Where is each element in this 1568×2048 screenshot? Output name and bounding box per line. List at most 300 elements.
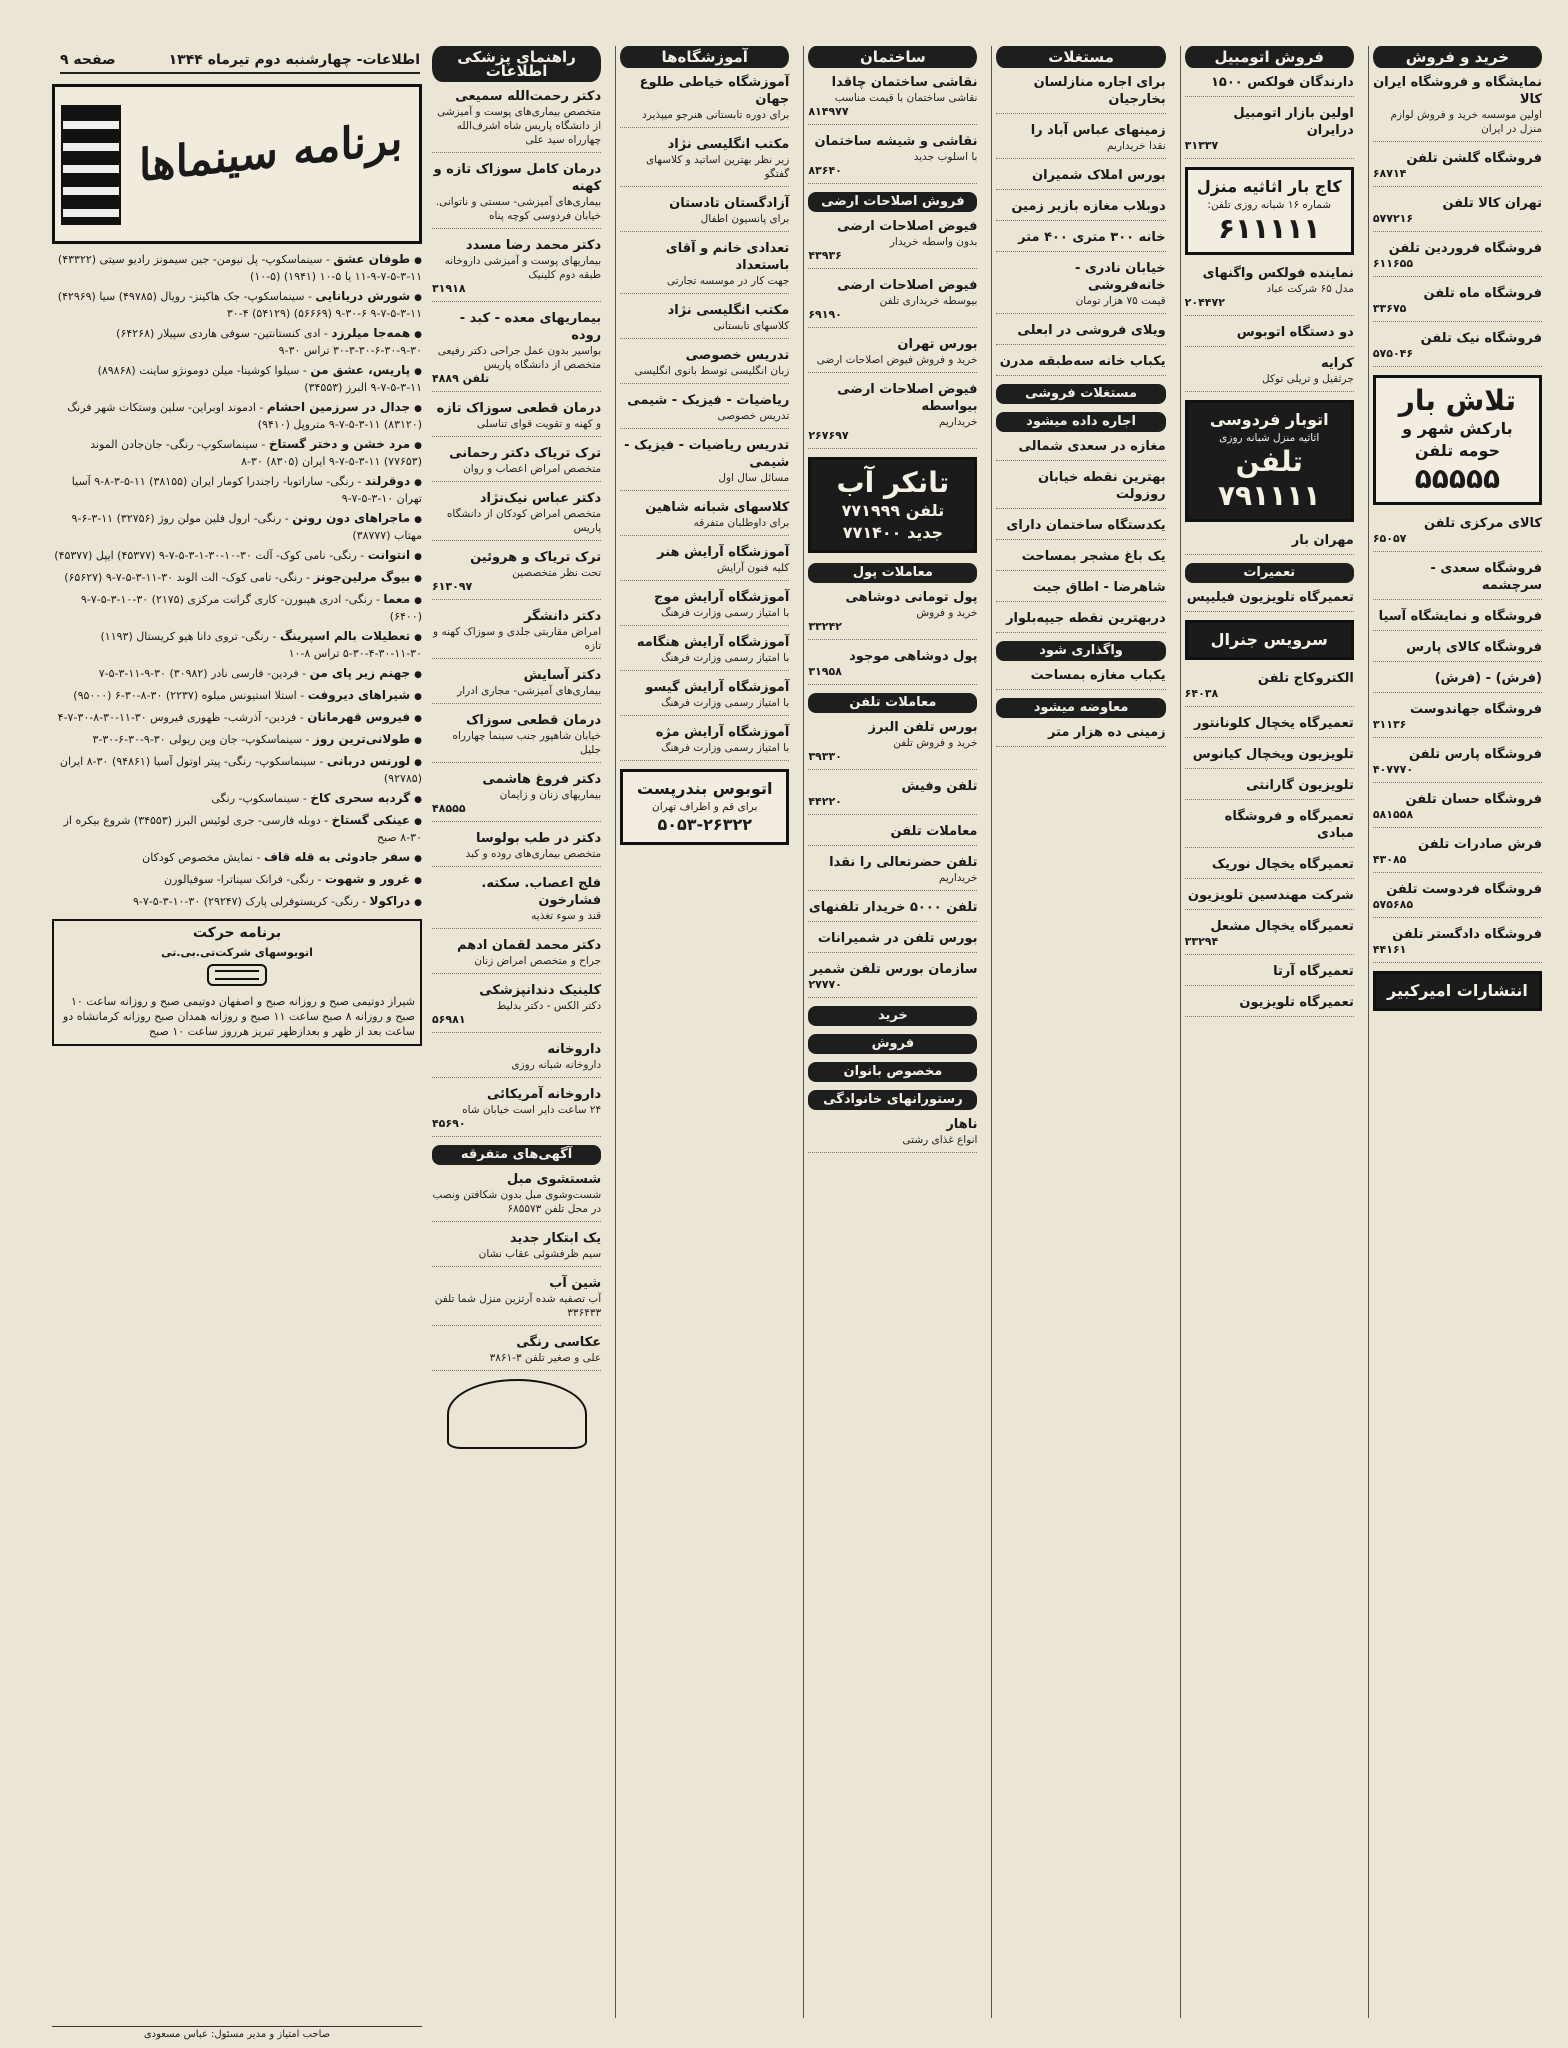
movie-item: ● عینکی گستاخ - دوبله فارسی- جری لوئیس البرز (۳۴۵۵۳) شروع بیکره از ۳۰-۸ صبح [52,813,422,845]
ad-title: تعمیرگاه یخچال نوریک [1211,857,1354,872]
ad-title: یکباب خانه سه‌طبقه مدرن [999,354,1166,369]
ad-title: ناهار [946,1117,978,1132]
ad-phone: ۶۱۱۶۵۵ [1372,257,1414,270]
ad-title: یک ابتکار جدید [510,1231,602,1246]
ad-body: خریداریم [938,872,978,884]
ad-body: بیماری‌های آمیزشی- مجاری ادرار [457,685,602,697]
classified-ad [432,937,601,974]
movie-title: ● شورش دریانایی [315,289,422,303]
ad-title: فیوض اصلاحات ارضی [837,219,978,234]
ad-phone: ۶۴۰۳۸ [1184,687,1219,700]
movie-item: ● فیروس قهرمانان - فردین- آذرشب- ظهوری فیروس ۳۰-۱۱-۳۰-۸-۳۰-۷-۴ [52,710,422,727]
classified-ad [808,74,977,125]
ad-title: زمینهای عباس آباد را [1030,123,1166,138]
ad-title: شرکت مهندسین تلویزیون [1187,888,1354,903]
movie-item: ● معما - رنگی- ادری هپبورن- کاری گرانت مرکزی (۲۱۷۵) ۳۰-۱۰-۳-۵-۷-۹ (۶۴۰۰) [52,592,422,624]
ad-body: بیوسطه خریداری تلفن [879,295,978,307]
boxed-ad-line3: تلفن ۷۹۱۱۱۱ [1217,445,1321,512]
classified-ad [996,167,1165,190]
ad-body: قند و سوء تغذیه [531,910,602,922]
ad-phone: ۳۳۲۴۲ [808,620,842,633]
ad-body: خیابان شاهپور جنب سینما چهارراه جلیل [452,730,602,756]
classified-ad [1373,330,1542,367]
ad-title: درمان قطعی سوزاک تازه [436,401,602,416]
classified-ad [1373,150,1542,187]
classified-ad [996,667,1165,690]
boxed-ad-line1: سرویس جنرال [1210,630,1328,649]
ad-phone: ۳۳۶۷۵ [1372,302,1407,315]
movie-list [52,252,422,911]
ad-title: بورس تهران [897,337,978,352]
ad-title: نمایشگاه و فروشگاه ایران کالا [1373,75,1542,107]
page-footer: صاحب امتیاز و مدیر مسئول: عباس مسعودی [52,2026,422,2040]
ad-title: ترک تریاک دکتر رحمانی [449,446,602,461]
column-building [803,46,981,2018]
ad-title: نقاشی ساختمان چاقدا [831,75,978,90]
movie-title: ● غرور و شهوت [325,872,422,886]
column-head-buysell: خرید و فروش [1373,46,1542,68]
ad-title: تدریس خصوصی [685,348,790,363]
ad-phone: ۵۷۵۶۸۵ [1372,898,1414,911]
boxed-ad-general-service [1185,620,1354,660]
ad-list [808,589,977,685]
classified-ad [1373,836,1542,873]
ad-body: متخصص بیماری‌های پوست و آمیزشی از دانشگاه پاریس شاه اشرف‌الله چهارراه سید علی [437,106,602,146]
section-tag-transfer: واگذاری شود [996,641,1165,661]
boxed-ad-line2: شماره ۱۶ شبانه روزی تلفن: [1207,199,1332,211]
ad-title: فروشگاه جهاندوست [1410,702,1542,717]
ad-body: با اسلوب جدید [913,151,978,163]
classified-ad [432,400,601,437]
ad-body: کلاسهای تابستانی [713,320,790,332]
ad-body: متخصص بیماری‌های روده و کبد [465,848,602,860]
ad-phone: ۸۱۴۹۷۷ [808,105,849,118]
section-tag-repairs: تعمیرات [1185,563,1354,583]
movie-info: دوبله فارسی- جری لوئیس البرز (۳۴۵۵۳) شروع بیکره از ۳۰-۸ صبح [63,814,422,844]
movie-title: ● همه‌جا میلرزد [331,326,422,340]
ad-body: اولین موسسه خرید و فروش لوازم منزل در ایران [1390,109,1542,135]
ad-title: فرش صادرات تلفن [1418,837,1542,852]
classified-ad [996,724,1165,747]
ad-body: خرید و فروش فیوض اصلاحات ارضی [816,354,978,366]
ad-title: دارندگان فولکس ۱۵۰۰ [1211,75,1354,90]
movie-title: ● گردبه سحری کاخ [310,791,422,805]
movie-item: ● لورنس دربانی - سینماسکوپ- رنگی- پیتر اوتول آسیا (۹۴۸۶۱) ۳۰-۸ ایران (۹۲۷۸۵) [52,754,422,786]
ad-body: زیر نظر بهترین اساتید و کلاسهای گفتگو [645,154,790,180]
boxed-ad-line1: تانکر آب [836,466,950,499]
ad-body: و کهنه و تقویت قوای تناسلی [476,418,602,430]
classified-ad [1185,963,1354,986]
classified-ad [996,74,1165,114]
ad-body: تدریس خصوصی [717,410,790,422]
ad-phone: ۵۸۱۵۵۸ [1372,808,1414,821]
ad-title: دکتر دانشگر [524,609,602,624]
classified-ad [1185,887,1354,910]
classified-ad [1185,324,1354,347]
ad-phone: ۴۴۲۲۰ [808,795,842,808]
boxed-ad-kaj-bar [1185,167,1354,255]
ad-title: بهترین نقطه خیابان روزولت [1037,470,1166,502]
movie-title: ● انتوانت [368,548,422,562]
movie-info: سینماسکوپ- رنگی- پیتر اوتول آسیا (۹۴۸۶۱) ۳۰-۸ ایران (۹۲۷۸۵) [59,755,422,785]
ad-title: دکتر رحمت‌الله سمیعی [455,89,602,104]
classified-ad [1373,746,1542,783]
movie-info: نمایش مخصوص کودکان [142,851,254,864]
classified-ad [620,74,789,128]
ad-list [1185,589,1354,612]
masthead-page: صفحه ۹ [60,52,116,68]
ad-phone: ۲۰۴۴۷۲ [1184,296,1225,309]
movie-item: ● شیراهای دیروفت - استلا استیونس میلوه (۲۲۳۷) ۳۰-۸-۳۰-۶ (۹۵۰۰۰) [52,688,422,705]
boxed-ad-line1: انتشارات امیرکبیر [1386,981,1528,1000]
ad-body: بیماریهای زنان و زایمان [499,789,602,801]
movie-item: ● بیوگ مرلین‌جونز - رنگی- تامی کوک- الت الوند ۳۰-۱۱-۳-۵-۷-۹ (۶۵۶۲۷) [52,570,422,587]
ad-title: تعمیرگاه آرتا [1273,964,1354,979]
ad-list [1185,670,1354,1017]
boxed-ad-water-tanker [808,457,977,553]
ad-title: دکتر محمد لقمان ادهم [457,938,602,953]
ad-title: دکتر آسایش [523,668,602,683]
ad-body: جرثقیل و تریلی توکل [1261,373,1354,385]
ad-body: ۲۴ ساعت دایر است خیابان شاه [462,1104,602,1116]
column-head-cars: فروش اتومبیل [1185,46,1354,68]
movie-title: ● شیراهای دیروفت [308,688,422,702]
movie-title: ● عینکی گستاخ [332,813,422,827]
classified-columns [428,46,1546,2018]
ad-title: برای اجاره منازلسان بخارجیان [1033,75,1166,107]
ad-body: سیم ظرفشوئی عقاب نشان [478,1248,602,1260]
ad-title: فروشگاه فروردین تلفن [1388,241,1542,256]
ad-title: تهران کالا تلفن [1442,196,1542,211]
classified-ad [620,392,789,429]
masthead-newspaper: اطلاعات- چهارشنبه دوم تیرماه ۱۳۴۴ [168,52,420,68]
classified-ad [432,875,601,929]
classified-ad [432,1275,601,1326]
classified-ad [808,589,977,640]
boxed-ad-amirkabir [1373,971,1542,1011]
classified-ad [808,648,977,685]
classified-ad [1185,74,1354,97]
boxed-ad-line1: تلاش بار [1398,384,1517,417]
ad-title: نماینده فولکس واگنهای [1202,266,1354,281]
ad-list [996,438,1165,633]
classified-ad [620,679,789,716]
ad-title: بورس املاک شمیران [1032,168,1166,183]
movie-title: ● پاریس، عشق من [310,363,422,377]
movie-item: ● پاریس، عشق من - سیلوا کوشینا- میلن دومونژو ساینت (۸۹۸۶۸) ۱۱-۳-۵-۷-۹ البرز (۳۴۵۵۳) [52,363,422,395]
ad-phone: ۵۷۷۲۱۶ [1372,212,1414,225]
ad-title: تعمیرگاه و فروشگاه مبادی [1224,809,1354,841]
movie-info: رنگی- ارول فلین مولن روژ (۳۲۷۵۶) ۱۱-۳-۶-۹ مهتاب (۳۸۷۷۷) [71,512,422,542]
ad-title: الکتروکاج تلفن [1257,671,1354,686]
ad-phone: ۶۹۱۹۰ [808,308,842,321]
ad-body: تحت نظر متخصصین [512,567,602,579]
ad-phone: ۴۳۹۳۶ [808,249,842,262]
ad-title: تعمیرگاه تلویزیون [1239,995,1354,1010]
ad-title: فروشگاه ماه تلفن [1423,286,1542,301]
ad-phone: ۵۶۹۸۱ [431,1013,466,1026]
classified-ad [996,517,1165,540]
ad-title: تعمیرگاه تلویزیون فیلیپس [1186,590,1354,605]
ad-body: برای پانسیون اطفال [700,213,790,225]
ad-title: فروشگاه نیک تلفن [1420,331,1542,346]
movie-title: ● معما [383,592,422,606]
ad-title: پول تومانی دوشاهی [845,590,978,605]
movie-item: ● انتوانت - رنگی- نامی کوک- آلت ۳۰-۱۰-۳۰-۱-۳-۵-۷-۹ (۴۵۳۷۷) ایپل (۴۵۳۷۷) [52,548,422,565]
ad-title: آموزشگاه آرایش هنر [657,545,790,560]
movie-item: ● ماجراهای دون رونن - رنگی- ارول فلین مولن روژ (۳۲۷۵۶) ۱۱-۳-۶-۹ مهتاب (۳۸۷۷۷) [52,511,422,543]
classified-ad [432,771,601,822]
section-tag-misc: آگهی‌های متفرقه [432,1145,601,1165]
ad-list [996,74,1165,376]
ad-phone: ۸۳۶۴۰ [808,164,842,177]
classified-ad [996,438,1165,461]
ad-phone: تلفن ۴۸۸۹ [431,372,490,385]
classified-ad [808,336,977,373]
ad-title: فروشگاه حسان تلفن [1405,792,1542,807]
bus-schedule-box [52,919,422,1046]
ad-title: دوبلاب مغازه بازیر زمین [1011,199,1166,214]
section-tag-sell: فروش [808,1034,977,1054]
ad-title: مکتب انگلیسی نژاد [667,303,790,318]
boxed-ad-line2: تلفن ۷۷۱۹۹۹ [841,501,945,520]
classified-ad [1185,355,1354,392]
ad-body: متخصص امراض اعصاب و روان [463,463,602,475]
ad-body: آب تصفیه شده آرتزین منزل شما تلفن ۳۳۶۴۳۳ [434,1293,602,1319]
ad-title: آزادگستان تادستان [669,196,790,211]
movie-item: ● طولانی‌ترین روز - سینماسکوپ- جان وین ریولی ۳۰-۹-۳۰-۶-۳۰-۳ [52,732,422,749]
boxed-ad-line1: کاج بار اثاثیه منزل [1196,177,1342,196]
section-tag-buy: خرید [808,1006,977,1026]
classified-ad [808,1116,977,1153]
ad-title: مهران بار [1291,533,1354,548]
column-tailoring [615,46,793,2018]
classified-ad [1185,265,1354,316]
ad-body: زبان انگلیسی توسط بانوی انگلیسی [634,365,790,377]
ad-phone: ۳۱۳۳۷ [1184,139,1219,152]
ad-title: یک باغ مشجر بمساحت [1021,549,1166,564]
movie-title: ● سفر جادوئی به قله قاف [264,850,422,864]
ad-title: کلاسهای شبانه شاهین [645,500,790,515]
ad-body: با امتیاز رسمی وزارت فرهنگ [661,652,790,664]
movie-title: ● تعطیلات بالم اسپرینگ [280,629,422,643]
ad-title: کرایه [1320,356,1354,371]
ad-title: تعدادی خانم و آقای باستعداد [665,241,790,273]
cinema-panel [52,84,422,2018]
movie-title: ● بیوگ مرلین‌جونز [314,570,423,584]
movie-info: رنگی- نامی کوک- آلت ۳۰-۱۰-۳۰-۱-۳-۵-۷-۹ (۴۵۳۷۷) ایپل (۴۵۳۷۷) [54,549,357,562]
movie-info: رنگی- ادری هپبورن- کاری گرانت مرکزی (۲۱۷۵) ۳۰-۱۰-۳-۵-۷-۹ (۶۴۰۰) [80,593,422,623]
ad-list [808,74,977,184]
ad-title: تدریس ریاضیات - فیزیک - شیمی [624,438,790,470]
column-housing [991,46,1169,2018]
classified-ad [620,589,789,626]
movie-item: ● طوفان عشق - سینماسکوپ- پل نیومن- جین سیمونز رادیو سیتی (۴۳۳۲۲) ۱۱-۳-۵-۷-۹-۱۱ یا ۵-۱۰ (۱۹۴۱) (۵-۱۰) [52,252,422,284]
ad-title: ویلای فروشی در ابعلی [1017,323,1166,338]
ad-body: با امتیاز رسمی وزارت فرهنگ [661,607,790,619]
ad-list [808,1116,977,1153]
classified-ad [1185,105,1354,159]
boxed-ad-line1: اتوبار فردوسی [1209,410,1329,429]
classified-ad [808,899,977,922]
ad-title: معاملات تلفن [890,824,978,839]
classified-ad [808,381,977,449]
ad-title: فروشگاه پارس تلفن [1408,747,1542,762]
ad-title: فروشگاه فردوست تلفن [1386,882,1542,897]
classified-ad [996,469,1165,509]
ad-title: داروخانه [547,1042,602,1057]
classified-ad [808,778,977,815]
ad-body: دکتر الکس - دکتر بدلیط [496,1000,602,1012]
ad-body: متخصص امراض کودکان از دانشگاه پاریس [446,508,602,534]
ad-list [432,1171,601,1371]
boxed-ad-line3: ۵۰۵۳-۲۶۳۲۲ [657,815,752,834]
bus-schedule-body: شیراز دوتیمی صبح و روزانه صبح و اصفهان دوتیمی صبح و روزانه ساعت ۱۰ صبح و روزانه ۸ صبح ساعت ۱۱ صبح و روزانه همدان صبح روزانه کرمانشاه دو ساعت بعد از ظهر و بعدازظهر تبریز هرروز ساعت ۱۰ صبح [63,995,415,1038]
movie-info: سینماسکوپ- رنگی- جان‌جادن الموند (۷۷۶۵۳) ۱۱-۳-۵-۷-۹ ایران (۸۳۰۵) ۳۰-۸ [90,438,422,468]
ad-title: یکدستگاه ساختمان دارای [1006,518,1166,533]
ad-title: بیماریهای معده - کبد - روده [459,311,602,343]
movie-info: فردین- فارسی نادر (۳۰۹۸۲) ۳۰-۹-۱۱-۳-۵-۷ [98,667,299,680]
movie-item: ● شورش دریانایی - سینماسکوپ- جک هاکینز- رویال (۴۹۷۸۵) سیا (۴۲۹۶۹) ۱۱-۳-۵-۷-۹ ۶-۳۰-۹ (۵۶۶۶۹) (۵۴۱۲۹) ۴-۳۰ [52,289,422,321]
movie-title: ● مرد خشن و دختر گستاخ [269,437,422,451]
ad-title: یکباب مغازه بمساحت [1030,668,1166,683]
ad-body: داروخانه شبانه روزی [511,1059,602,1071]
column-buysell [1368,46,1546,2018]
classified-ad [620,347,789,384]
ad-phone: ۳۱۹۵۸ [808,665,842,678]
classified-ad [1373,74,1542,142]
ad-title: آموزشگاه آرایش مژه [655,725,790,740]
ad-title: دکتر فروغ هاشمی [482,772,602,787]
ad-body: خرید و فروش [916,607,978,619]
ad-title: بورس تلفن در شمیرانات [817,931,978,946]
classified-ad [432,310,601,392]
movie-info: سینماسکوپ- جک هاکینز- رویال (۴۹۷۸۵) سیا (۴۲۹۶۹) ۱۱-۳-۵-۷-۹ ۶-۳۰-۹ (۵۶۶۶۹) (۵۴۱۲۹) ۴-۳۰ [57,290,422,320]
ad-body: بیماریهای پوست و آمیزشی داروخانه طبقه دوم کلینیک [444,255,602,281]
classified-ad [1185,670,1354,707]
ad-phone: ۶۵۰۵۷ [1372,532,1407,545]
ad-title: خیابان نادری - خانه‌فروشی [1074,261,1166,293]
eagle-logo-icon [447,1379,587,1449]
classified-ad [996,198,1165,221]
movie-item: ● دراکولا - رنگی- کریستوفرلی پارک (۲۹۲۴۷) ۳۰-۱۰-۳-۵-۷-۹ [52,894,422,911]
classified-ad [1185,994,1354,1017]
ad-phone: ۴۴۱۶۱ [1372,943,1407,956]
classified-ad [620,499,789,536]
ad-title: درمان قطعی سوزاک [466,713,602,728]
classified-ad [432,161,601,229]
ad-title: آموزشگاه خیاطی طلوع جهان [639,75,790,107]
ad-body: برای دوره تابستانی هنرجو میپذیرد [642,109,790,121]
movie-info: سینماسکوپ- پل نیومن- جین سیمونز رادیو سیتی (۴۳۳۲۲) ۱۱-۳-۵-۷-۹-۱۱ یا ۵-۱۰ (۱۹۴۱) (۵-۱۰) [57,253,422,283]
boxed-ad-line3: ۵۵۵۵۵ [1414,462,1501,495]
ad-title: فروشگاه دادگستر تلفن [1392,927,1542,942]
film-strip-icon [61,105,121,225]
column-head-building: ساختمان [808,46,977,68]
classified-ad [432,549,601,600]
classified-ad [808,823,977,846]
ad-title: دو دستگاه اتوبوس [1236,325,1354,340]
classified-ad [808,854,977,891]
ad-title: کالای مرکزی تلفن [1423,516,1542,531]
ad-title: پول دوشاهی موجود [849,649,978,664]
ad-body: قیمت ۷۵ هزار تومان [1075,295,1166,307]
classified-ad [432,88,601,153]
classified-ad [808,133,977,184]
movie-info: رنگی- ساراتوبا- راجندرا کومار ایران (۳۸۱۵۵) ۱۱-۵-۳-۸-۹ آسیا تهران ۱۰-۳-۵-۷-۹ [71,475,422,505]
movie-item: ● گردبه سحری کاخ - سینماسکوپ- رنگی [52,791,422,808]
section-tag-money: معاملات پول [808,563,977,583]
cinema-banner [52,84,422,244]
ad-list [996,667,1165,690]
ad-list [996,724,1165,747]
classified-ad [432,1086,601,1137]
ad-title: آموزشگاه آرایش موج [653,590,790,605]
movie-info: رنگی- فرانک سیناترا- سوفیالورن [164,873,315,886]
classified-ad [432,982,601,1033]
movie-info: سیلوا کوشینا- میلن دومونژو ساینت (۸۹۸۶۸) ۱۱-۳-۵-۷-۹ البرز (۳۴۵۵۳) [97,364,422,394]
classified-ad [1373,791,1542,828]
ad-phone: ۴۳۰۸۵ [1372,853,1407,866]
ad-title: مکتب انگلیسی نژاد [667,137,790,152]
section-tag-land-reform: فروش اصلاحات ارضی [808,192,977,212]
movie-title: ● دراکولا [370,894,422,908]
ad-title: زمینی ده هزار متر [1047,725,1166,740]
classified-ad [1373,195,1542,232]
ad-title: تلویزیون گارانتی [1246,778,1354,793]
movie-info: رنگی- تروی دانا هیو کریستال (۱۱۹۳) ۳۰-۱۱-۳۰-۴-۳۰-۵ تراس ۸-۱۰ [100,630,422,660]
bus-icon [207,964,267,986]
ad-body: نقدا خریداریم [1107,140,1166,152]
ad-title: تعمیرگاه یخچال مشعل [1210,919,1354,934]
movie-title: ● جهنم زیر پای من [310,666,422,680]
ad-title: درمان کامل سوزاک تازه و کهنه [433,162,602,194]
ad-phone: ۵۷۵۰۴۶ [1372,347,1414,360]
ad-body: کلیه فنون آرایش [716,562,790,574]
ad-phone: ۳۳۲۹۴ [1184,935,1219,948]
cinema-banner-title: برنامه سینماها [139,113,403,192]
ad-body: بیماری‌های آمیزشی- سستی و ناتوانی. خیابان فردوسی کوچه پناه [435,196,602,222]
classified-ad [1185,777,1354,800]
classified-ad [996,579,1165,602]
section-tag-for-sale: مستغلات فروشی [996,384,1165,404]
ad-title: نقاشی و شیشه ساختمان [814,134,978,149]
classified-ad [996,610,1165,633]
ad-body: بدون واسطه خریدار [889,236,978,248]
ad-title: فلج اعصاب. سکته. فشارخون [481,876,602,908]
ad-title: تلفن وفیش [901,779,978,794]
classified-ad [1185,856,1354,879]
bus-schedule-title: برنامه حرکت [192,925,282,941]
boxed-ad-line3: جدید ۷۷۱۴۰۰ [842,523,943,542]
ad-title: ترک تریاک و هروئین [470,550,602,565]
ad-body: امراض مقاربتی جلدی و سوزاک کهنه و تازه [433,626,602,652]
ad-body: علی و صغیر تلفن ۳-۳۸۶۱ [489,1352,602,1364]
movie-title: ● جدال در سرزمین احشام [267,400,422,414]
classified-ad [432,1230,601,1267]
movie-item: ● جدال در سرزمین احشام - ادموند اوبراین- سلین وستکات شهر فرنگ (۸۳۱۲۰) ۱۱-۳-۵-۷-۹ متروپل (۹۴۱۰) [52,400,422,432]
ad-title: فیوض اصلاحات ارضی بیواسطه [837,382,978,414]
section-tag-women: مخصوص بانوان [808,1062,977,1082]
bus-schedule-subtitle: اتوبوسهای شرکت‌تی.بی.تی [161,946,313,959]
ad-phone: ۴۵۶۹۰ [431,1117,466,1130]
classified-ad [1185,715,1354,738]
movie-title: ● دوقرلند [365,474,422,488]
classified-ad [808,961,977,998]
classified-ad [1373,670,1542,693]
classified-ad [1185,532,1354,555]
ad-list [808,719,977,998]
